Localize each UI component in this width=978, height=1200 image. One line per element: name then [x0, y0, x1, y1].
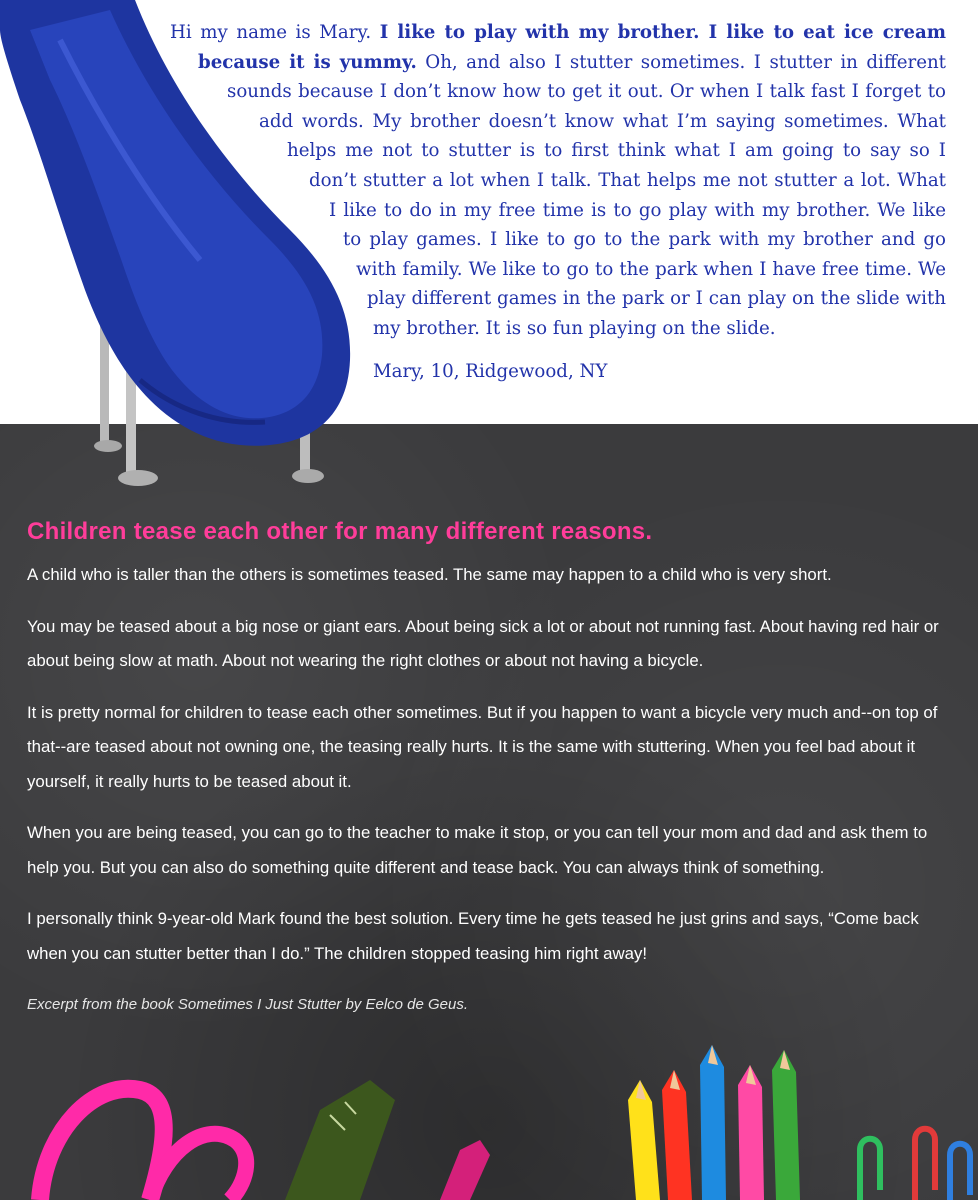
testimonial-body: Oh, and also I stutter sometimes. I stutter in different sounds because I don’t know how to get it out. Or when I talk fast I forget to add words. My brother doesn’t know what I’m saying sometimes. What helps me not to stutter is to first think what I am going to say so I don’t stutter a lot when I talk. That helps me not stutter a lot. What I like to do in my free time is to go play with my brother. We like to play games. I like to go to the park with my brother and go with family. We like to go to the park when I have free time. We play different games in the park or I can play on the slide with my brother. It is so fun playing on the slide.: [227, 51, 946, 339]
article-section: [0, 424, 978, 1200]
article-paragraph: You may be teased about a big nose or giant ears. About being sick a lot or about not running fast. About having red hair or about being slow at math. About not wearing the right clothes or about not having a bicycle.: [27, 616, 939, 670]
article-body: [27, 558, 952, 1040]
article-paragraph: A child who is taller than the others is sometimes teased. The same may happen to a child who is very short.: [27, 565, 832, 584]
article-paragraph: It is pretty normal for children to tease each other sometimes. But if you happen to want a bicycle very much and--on top of that--are teased about not owning one, the teasing really hurts. It is the same with stuttering. When you feel bad about it yourself, it really hurts to be teased about it.: [27, 702, 938, 791]
article-paragraph: I personally think 9-year-old Mark found the best solution. Every time he gets teased he just grins and says, “Come back when you can stutter better than I do.” The children stopped teasing him right away!: [27, 909, 919, 963]
school-supplies-image: [0, 1040, 978, 1200]
article-paragraph: When you are being teased, you can go to the teacher to make it stop, or you can tell your mom and dad and ask them to help you. But you can also do something quite different and tease back. You can always think of something.: [27, 823, 928, 877]
book-excerpt-credit: Excerpt from the book Sometimes I Just Stutter by Eelco de Geus.: [27, 996, 469, 1013]
testimonial-section: [0, 0, 978, 424]
article-heading: Children tease each other for many different reasons.: [27, 518, 653, 545]
playground-slide-image: [0, 0, 360, 490]
testimonial-signature: Mary, 10, Ridgewood, NY: [373, 361, 608, 382]
testimonial-intro: Hi my name is Mary.: [170, 22, 372, 43]
testimonial-bold-sentence: I like to play with my brother. I like to eat ice cream because it is yummy.: [198, 22, 946, 73]
